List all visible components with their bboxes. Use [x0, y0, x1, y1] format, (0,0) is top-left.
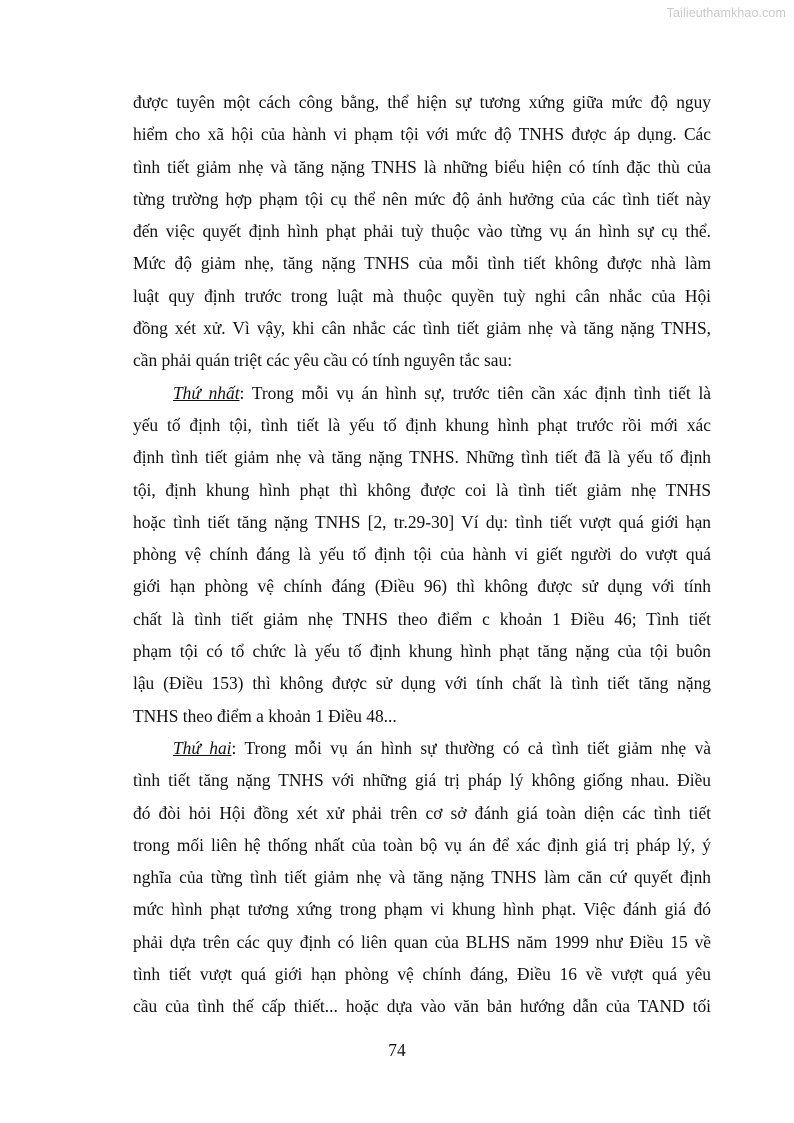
text-line: [133, 377, 711, 409]
text-line: lậu (Điều 153) thì không được sử dụng với tính chất là tình tiết tăng nặng: [133, 673, 711, 694]
text-line: Mức độ giảm nhẹ, tăng nặng TNHS của mỗi tình tiết không được nhà làm: [133, 253, 711, 274]
watermark-text: Tailieuthamkhao.com: [666, 6, 786, 20]
document-body: [133, 86, 711, 1023]
paragraph-lead-first: Thứ nhất: [173, 382, 240, 403]
paragraph-lead-second: Thứ hai: [173, 737, 232, 758]
text-line: luật quy định trước trong luật mà thuộc quyền tuỳ nghi cân nhắc của Hội: [133, 285, 711, 306]
text-line: phải dựa trên các quy định có liên quan của BLHS năm 1999 như Điều 15 về: [133, 931, 711, 952]
page-number: 74: [388, 1040, 406, 1060]
text-line: tình tiết vượt quá giới hạn phòng vệ chính đáng, Điều 16 về vượt quá yêu: [133, 964, 711, 985]
text-line: cầu của tình thế cấp thiết... hoặc dựa vào văn bản hướng dẫn của TAND tối: [133, 996, 711, 1017]
text-line: tội, định khung hình phạt thì không được coi là tình tiết giảm nhẹ TNHS: [133, 479, 711, 500]
text-line: phạm tội có tổ chức là yếu tố định khung hình phạt tăng nặng của tội buôn: [133, 641, 711, 662]
text-line: nghĩa của từng tình tiết giảm nhẹ và tăng nặng TNHS làm căn cứ quyết định: [133, 867, 711, 888]
text-line: phòng vệ chính đáng là yếu tố định tội của hành vi giết người do vượt quá: [133, 544, 711, 565]
text-line: đến việc quyết định hình phạt phải tuỳ thuộc vào từng vụ án hình sự cụ thể.: [133, 221, 711, 242]
text-line: đó đòi hỏi Hội đồng xét xử phải trên cơ sở đánh giá toàn diện các tình tiết: [133, 802, 711, 823]
text-line: hiểm cho xã hội của hành vi phạm tội với mức độ TNHS được áp dụng. Các: [133, 124, 711, 145]
text-line: tình tiết giảm nhẹ và tăng nặng TNHS là những biểu hiện có tính đặc thù của: [133, 156, 711, 177]
text-line: hoặc tình tiết tăng nặng TNHS [2, tr.29-30] Ví dụ: tình tiết vượt quá giới hạn: [133, 511, 711, 532]
text-line: giới hạn phòng vệ chính đáng (Điều 96) thì không được sử dụng với tính: [133, 576, 711, 597]
paragraph-2: [133, 377, 711, 732]
paragraph-1: [133, 86, 711, 377]
text-line: TNHS theo điểm a khoản 1 Điều 48...: [133, 705, 397, 726]
paragraph-3: [133, 732, 711, 1023]
text-line: đồng xét xử. Vì vậy, khi cân nhắc các tình tiết giảm nhẹ và tăng nặng TNHS,: [133, 318, 711, 339]
text-line: cần phải quán triệt các yêu cầu có tính nguyên tắc sau:: [133, 350, 513, 371]
text-line: [133, 732, 711, 764]
text-line: trong mối liên hệ thống nhất của toàn bộ vụ án để xác định giá trị pháp lý, ý: [133, 834, 711, 855]
text-line: từng trường hợp phạm tội cụ thể nên mức độ ảnh hưởng của các tình tiết này: [133, 188, 711, 209]
text-line: chất là tình tiết giảm nhẹ TNHS theo điểm c khoản 1 Điều 46; Tình tiết: [133, 608, 711, 629]
text-line: định tình tiết giảm nhẹ và tăng nặng TNHS. Những tình tiết đã là yếu tố định: [133, 447, 711, 468]
paragraph-lead-rest: : Trong mỗi vụ án hình sự, trước tiên cần xác định tình tiết là: [239, 382, 711, 403]
text-line: mức hình phạt tương xứng trong phạm vi khung hình phạt. Việc đánh giá đó: [133, 899, 711, 920]
text-line: được tuyên một cách công bằng, thể hiện sự tương xứng giữa mức độ nguy: [133, 92, 711, 112]
paragraph-lead-rest: : Trong mỗi vụ án hình sự thường có cả tình tiết giảm nhẹ và: [231, 737, 711, 758]
text-line: tình tiết tăng nặng TNHS với những giá trị pháp lý không giống nhau. Điều: [133, 770, 711, 791]
text-line: yếu tố định tội, tình tiết là yếu tố định khung hình phạt trước rồi mới xác: [133, 414, 711, 435]
